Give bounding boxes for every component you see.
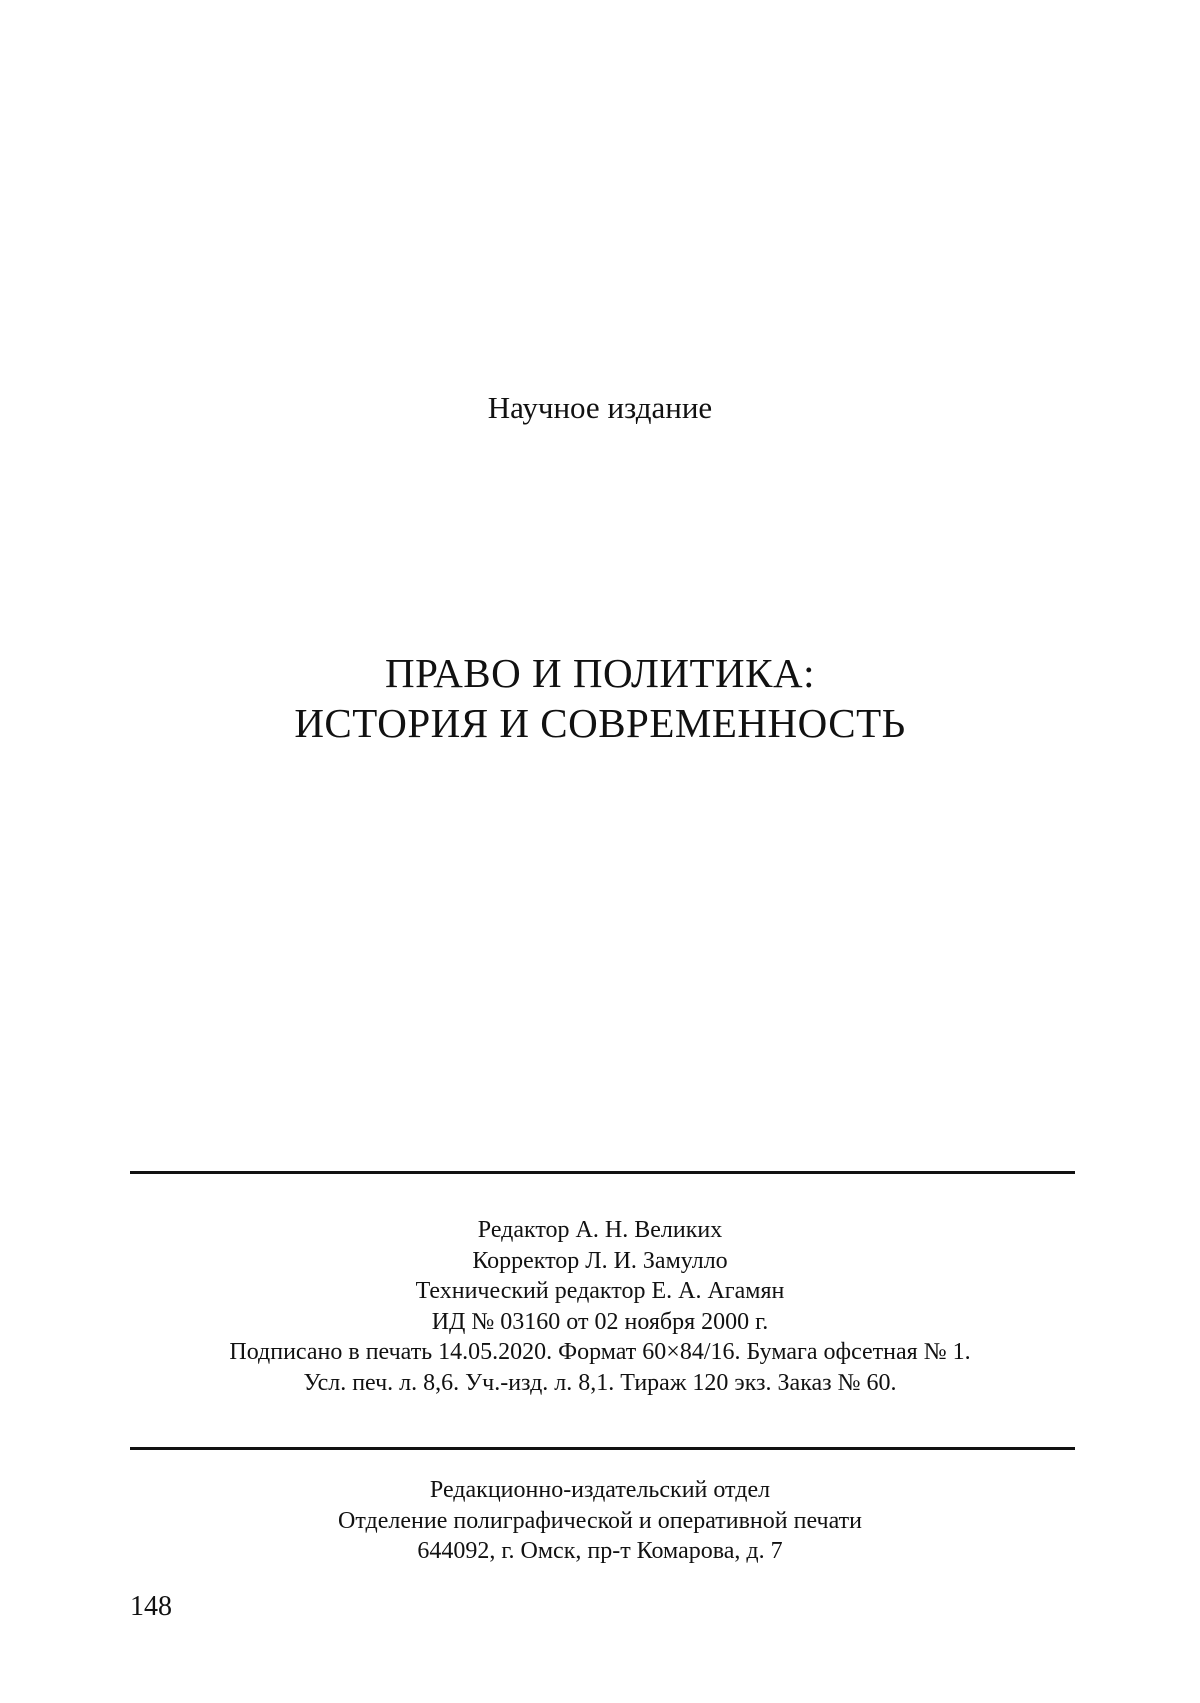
page-number: 148 <box>130 1591 172 1622</box>
license-line: ИД № 03160 от 02 ноября 2000 г. <box>431 1308 769 1335</box>
print-details-line: Подписано в печать 14.05.2020. Формат 60×84/16. Бумага офсетная № 1. <box>229 1339 971 1365</box>
top-divider <box>130 1171 1075 1174</box>
publisher-address: 644092, г. Омск, пр-т Комарова, д. 7 <box>417 1538 783 1564</box>
tech-editor-line: Технический редактор Е. А. Агамян <box>415 1278 785 1304</box>
editor-line: Редактор А. Н. Великих <box>477 1217 723 1243</box>
proofreader-line: Корректор Л. И. Замулло <box>472 1247 728 1274</box>
book-title-line-1: ПРАВО И ПОЛИТИКА: <box>385 650 815 696</box>
imprint-block <box>0 1215 1200 1398</box>
publisher-division: Отделение полиграфической и оперативной печати <box>338 1507 862 1534</box>
publisher-department: Редакционно-издательский отдел <box>429 1477 771 1503</box>
bottom-divider <box>130 1447 1075 1450</box>
publication-type: Научное издание <box>487 390 713 425</box>
publisher-block <box>0 1475 1200 1567</box>
book-title <box>0 648 1200 748</box>
book-title-line-2: ИСТОРИЯ И СОВРЕМЕННОСТЬ <box>294 700 906 746</box>
volume-details-line: Усл. печ. л. 8,6. Уч.-изд. л. 8,1. Тираж 120 экз. Заказ № 60. <box>303 1369 897 1396</box>
